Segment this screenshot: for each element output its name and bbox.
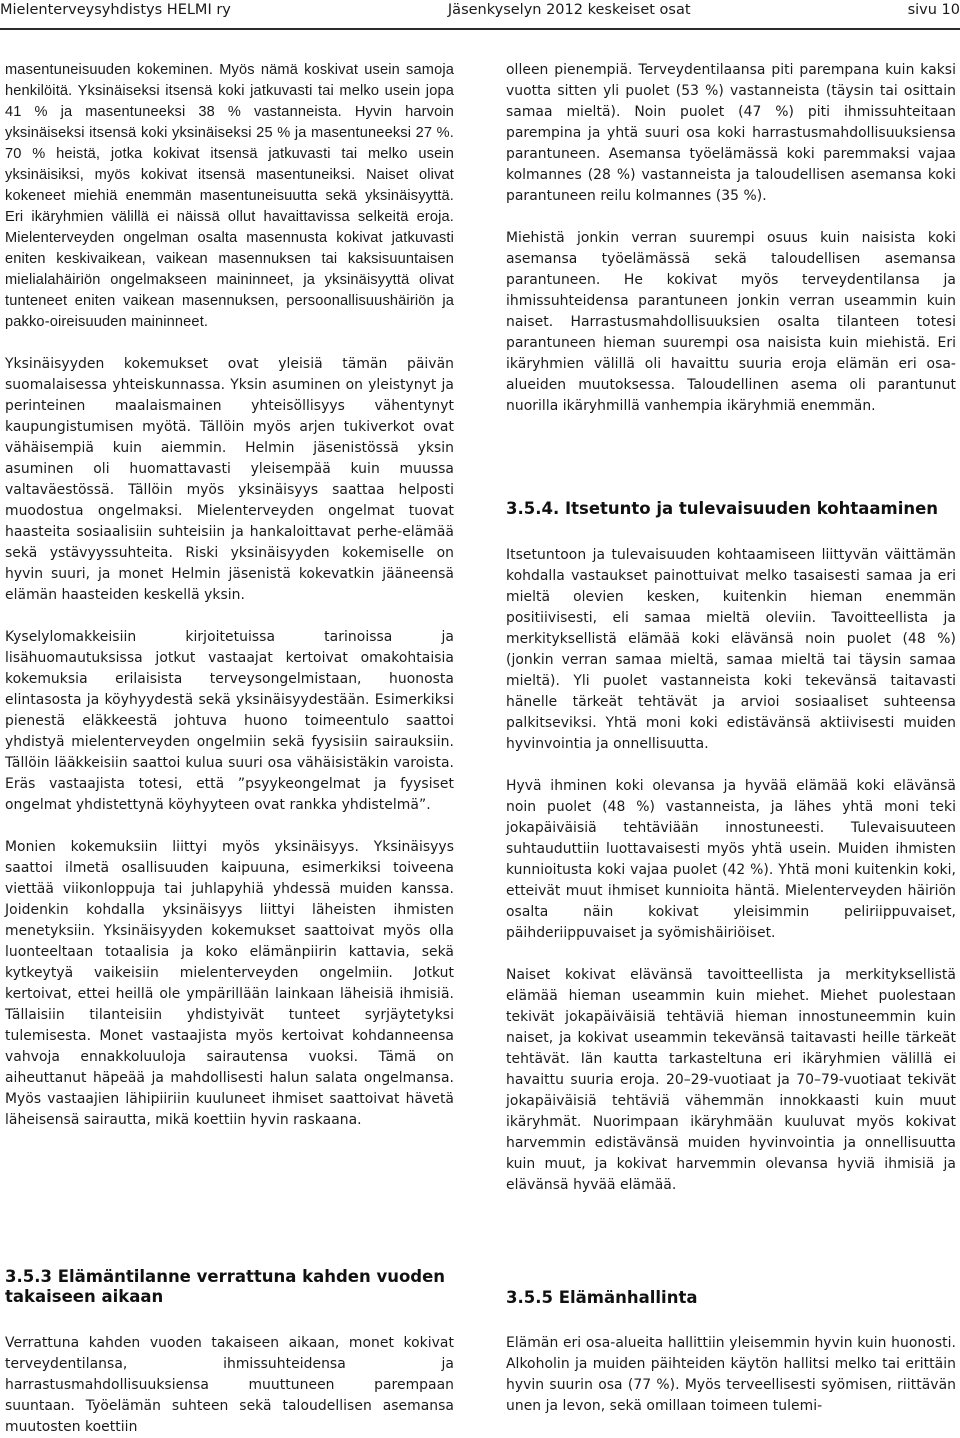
section-3-5-3-text: Verrattuna kahden vuoden takaiseen aikaan, monet kokivat terveydentilansa, ihmissuhteidensa ja harrastusmahdollisuuksiensa muuttuneen parempaan suuntaan. Työelämän suhteen sekä taloudellisen asemansa muutosten koettiin (5, 1335, 454, 1435)
left-paragraph-2: Yksinäisyyden kokemukset ovat yleisiä tämän päivän suomalaisessa yhteiskunnassa. Yksin asuminen on yleistynyt ja perinteinen maalaismainen yhteisöllisyys vähentynyt kaupungistumisen myötä. Tällöin myös arjen tukiverkot ovat vähäisempiä kuin aiemmin. Helmin jäsenistössä yksin asuminen oli huomattavasti yleisempää kuin muussa valtaväestössä. Tällöin myös yksinäisyys saattaa helposti muodostua ongelmaksi. Mielenterveyden ongelmat tuovat haasteita sosiaalisiin suhteisiin ja hankaloittavat perhe-elämää sekä ystävyyssuhteita. Riski yksinäisyyden kokemiselle on hyvin suuri, ja monet Helmin jäsenistä kokevatkin jääneensä elämän haasteiden keskellä yksin. (5, 356, 454, 603)
left-paragraph-4: Monien kokemuksiin liittyi myös yksinäisyys. Yksinäisyys saattoi ilmetä osallisuuden kaipuuna, esimerkiksi toiveena viettää viikonloppuja tai juhlapyhiä yhdessä muiden kanssa. Joidenkin kohdalla yksinäisyys liittyi läheisten ihmisten menetyksiin. Yksinäisyyden kokemukset saattoivat myös olla luonteeltaan totaalisia ja koko elämänpiirin kattavia, sekä kytkeytyä vaikeisiin mielenterveyden ongelmiin. Jotkut kertoivat, ettei heillä ole ympärillään lainkaan läheisiä ihmisiä. Tällaisiin tilanteisiin yhdistyivät tunteet syrjäytetyksi tulemisesta. Monet vastaajista myös kertoivat kohdanneensa vahvoja ennakkoluuloja sairautensa vuoksi. Tämä on aiheuttanut häpeää ja mahdollisesti halun salata ongelmansa. Myös vastaajien lähipiiriin kuuluneet ihmiset saattoivat hävetä läheisensä sairautta, mikä koettiin hyvin raskaana. (5, 839, 454, 1128)
section-3-5-4-paragraph-2: Hyvä ihminen koki olevansa ja hyvää elämää koki elävänsä noin puolet (48 %) vastanneista, ja lähes yhtä moni teki jokapäiväisiä tehtäviään innostuneesti. Tulevaisuuteen suhtauduttiin luottavaisesti myös yhtä usein. Muiden ihmisten kunnioitusta koki vajaa puolet (42 %). Yhtä moni kuitenkin koki, etteivät muut ihmiset kunnioita häntä. Mielenterveyden häiriön osalta näin kokivat yleisimmin peliriippuvaiset, päihderiippuvaiset ja syömishäiriöiset. (506, 778, 956, 941)
right-paragraph-2: Miehistä jonkin verran suurempi osuus kuin naisista koki asemansa työelämässä sekä taloudellisen asemansa parantuneen. He kokivat myös terveydentilansa ja ihmissuhteidensa parantuneen jonkin verran useammin kuin naiset. Harrastusmahdollisuuksien osalta tilanteen totesi parantuneen hieman suurempi osa naisista kuin miehistä. Eri ikäryhmien välillä oli havaittu suuria eroja elämän eri osa-alueiden muutoksessa. Taloudellinen asema oli parantunut nuorilla ikäryhmillä vanhempia ikäryhmiä enemmän. (506, 230, 956, 414)
left-paragraph-3: Kyselylomakkeisiin kirjoitetuissa tarinoissa ja lisähuomautuksissa jotkut vastaajat kertoivat omakohtaisia kokemuksia erilaisista terveysongelmistaan, huonosta elintasosta ja köyhyydestä sekä yksinäisyydestään. Esimerkiksi pienestä eläkkeestä johtuva huono toimeentulo saattoi yhdistyä mielenterveyden ongelmiin sekä fyysisiin sairauksiin. Tällöin lääkkeisiin saattoi kulua suuri osa vähäisistäkin varoista. Eräs vastaajista totesi, että ”psyykeongelmat ja fyysiset ongelmat yhdistettynä köyhyyteen ovat rankka yhdistelmä”. (5, 629, 454, 813)
section-heading-3-5-5: 3.5.5 Elämänhallinta (506, 1288, 698, 1307)
left-column (5, 60, 454, 1152)
header-page-number: sivu 10 (907, 2, 960, 18)
page-header (0, 0, 960, 20)
section-3-5-4-paragraph-3: Naiset kokivat elävänsä tavoitteellista ja merkityksellistä elämää hieman useammin kuin miehet. Miehet puolestaan tekivät jokapäiväisiä tehtäviä hieman innostuneemmin kuin naiset, ja kokivat useammin tekevänsä taitavasti heille tärkeät tehtävät. Iän kautta tarkasteltuna eri ikäryhmien välillä ei havaittu suuria eroja. 20–29-vuotiaat ja 70–79-vuotiaat tekivät jokapäiväisiä tehtäviä vähemmän innokkaasti kuin muut ikäryhmät. Nuorimpaan ikäryhmään kuuluvat myös kokivat harvemmin edistävänsä muiden hyvinvointia ja onnellisuutta kuin muut, ja kokivat harvemmin olevansa hyviä ihmisiä ja elävänsä hyvää elämää. (506, 967, 956, 1193)
section-3-5-4-paragraph-1: Itsetuntoon ja tulevaisuuden kohtaamiseen liittyvän väittämän kohdalla vastaukset painottuivat melko tasaisesti samaa ja eri mieltä olevien kesken, kuitenkin hieman enemmän positiivisesti, eli samaa mieltä oleviin. Tavoitteellista ja merkityksellistä elämää koki elävänsä noin puolet (48 %) (jonkin verran samaa mieltä, samaa mieltä tai täysin samaa mieltä). Yli puolet vastanneista koki tekevänsä taitavasti hänelle tärkeät tehtävät ja arvioi sosiaaliset suhteensa palkitseviksi. Yhtä moni koki edistävänsä aktiivisesti muiden hyvinvointia ja onnellisuutta. (506, 547, 956, 752)
section-heading-3-5-4: 3.5.4. Itsetunto ja tulevaisuuden kohtaaminen (506, 499, 939, 518)
left-paragraph-1: masentuneisuuden kokeminen. Myös nämä koskivat usein samoja henkilöitä. Yksinäiseksi itsensä koki jatkuvasti tai melko usein jopa 41 % ja masentuneeksi 38 % vastanneista. Hyvin harvoin yksinäiseksi itsensä koki yksinäiseksi 25 % ja masentuneeksi 27 %. 70 % heistä, jotka kokivat itsensä jatkuvasti tai melko usein yksinäisiksi, myös kokivat itsensä masentuneiksi. Naiset olivat kokeneet miehiä enemmän masentuneisuutta sekä yksinäisyyttä. Eri ikäryhmien välillä ei näissä ollut havaittavissa selkeitä eroja. Mielenterveyden ongelman osalta masennusta kokivat jatkuvasti eniten keskivaikean, vaikean masennuksen tai kaksisuuntaisen mielialahäiriön ongelmakseen maininneet, ja yksinäisyyttä olivat tunteneet eniten vaikean masennuksen, persoonallisuushäiriön ja pakko-oireisuuden maininneet. (5, 62, 454, 330)
right-paragraph-1: olleen pienempiä. Terveydentilaansa piti parempana kuin kaksi vuotta sitten yli puolet (53 %) vastanneista (täysin tai osittain samaa mieltä). Noin puolet (47 %) piti ihmissuhteitaan parempina ja yhtä suuri osa koki harrastusmahdollisuuksiensa parantuneen. Asemansa työelämässä koki paremmaksi vajaa kolmannes (28 %) vastanneista ja taloudellisen asemansa koki parantuneen reilu kolmannes (35 %). (506, 62, 956, 204)
header-divider (0, 28, 960, 30)
section-heading-3-5-3: 3.5.3 Elämäntilanne verrattuna kahden vuoden takaiseen aikaan (5, 1267, 446, 1306)
header-title: Jäsenkyselyn 2012 keskeiset osat (447, 2, 691, 18)
header-organization: Mielenterveysyhdistys HELMI ry (0, 2, 231, 18)
section-3-5-4-body (506, 545, 956, 1217)
section-3-5-5-text: Elämän eri osa-alueita hallittiin yleisemmin hyvin kuin huonosti. Alkoholin ja muiden päihteiden käytön hallitsi melko tai erittäin hyvin suurin osa (77 %). Myös terveellisesti syömisen, riittävän unen ja levon, sekä omillaan toimeen tulemi- (506, 1335, 956, 1414)
right-column (506, 60, 956, 438)
